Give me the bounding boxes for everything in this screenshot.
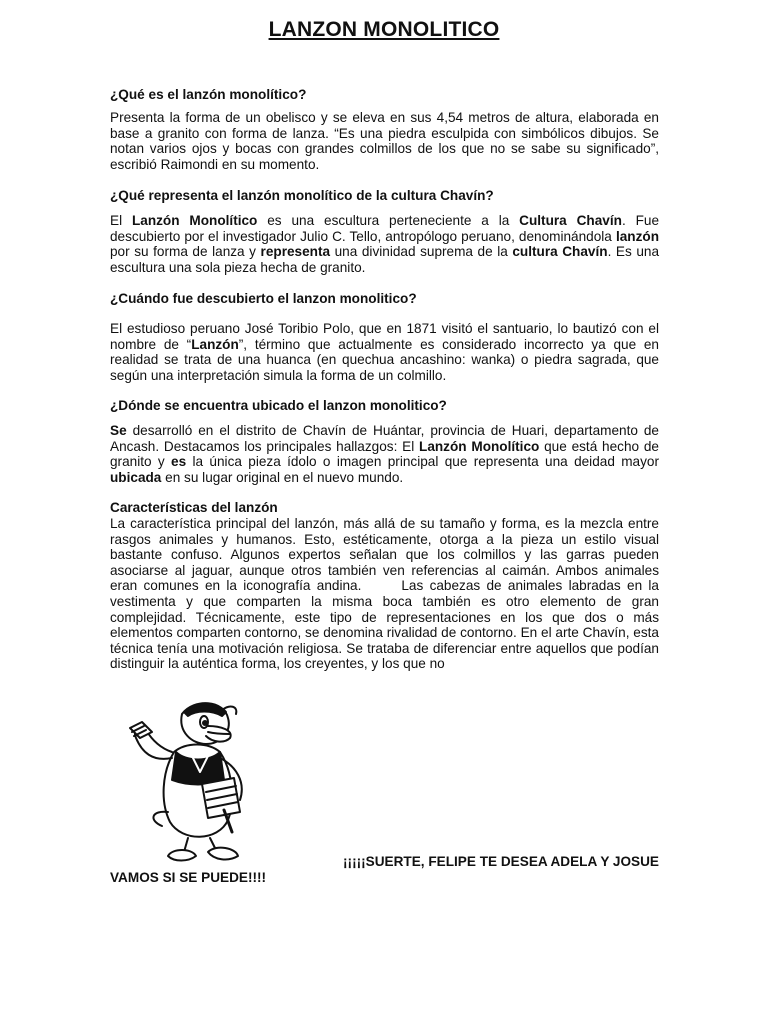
section-question: Características del lanzón	[110, 500, 278, 515]
section-que-es	[110, 87, 659, 103]
section-caracteristicas	[110, 500, 659, 672]
closing-cheer: VAMOS SI SE PUEDE!!!!	[110, 870, 267, 885]
section-cuando-body	[110, 321, 659, 383]
section-paragraph: El estudioso peruano José Toribio Polo, que en 1871 visitó el santuario, lo bautizó con el nombre de “Lanzón”, término que actualmente es considerado incorrecto ya que en realidad se trata de una huanca (en quechua ancashino: wanka) o piedra sagrada, que según una interpretación simula la forma de un colmillo.	[110, 321, 659, 383]
closing-message: ¡¡¡¡¡SUERTE, FELIPE TE DESEA ADELA Y JOSUE	[343, 854, 659, 869]
section-paragraph: La característica principal del lanzón, más allá de su tamaño y forma, es la mezcla entre rasgos animales y humanos. Esto, estéticamente, otorga a la pieza un estilo visual bastante confuso. Algunos expertos señalan que los colmillos y las garras pueden asociarse al jaguar, aunque otros también ven referencias al caimán. Ambos animales eran comunes en la iconografía andina. Las cabezas de animales labradas en la vestimenta y que comparten la misma boca también es otro elemento de gran complejidad. Técnicamente, este tipo de representaciones en los que dos o más elementos comparten contorno, se denomina rivalidad de contorno. En el arte Chavín, esta técnica tenía una motivación religiosa. Se trataba de diferenciar entre aquellos que podían distinguir la auténtica forma, los creyentes, y los que no	[110, 516, 659, 672]
section-donde	[110, 398, 659, 414]
section-question: ¿Qué es el lanzón monolítico?	[110, 87, 307, 102]
section-donde-body	[110, 423, 659, 485]
page-title: LANZON MONOLITICO	[268, 18, 500, 41]
section-que-es-body	[110, 110, 659, 172]
section-cuando	[110, 291, 659, 307]
section-que-representa	[110, 188, 659, 204]
section-question: ¿Cuándo fue descubierto el lanzon monolitico?	[110, 291, 417, 306]
section-question: ¿Qué representa el lanzón monolítico de la cultura Chavín?	[110, 188, 494, 203]
section-que-representa-body	[110, 213, 659, 275]
section-paragraph: Presenta la forma de un obelisco y se eleva en sus 4,54 metros de altura, elaborada en base a granito con forma de lanza. “Es una piedra esculpida con simbólicos dibujos. Se notan varios ojos y bocas con grandes colmillos de los que no se sabe su significado”, escribió Raimondi en su momento.	[110, 110, 659, 172]
section-paragraph: El Lanzón Monolítico es una escultura perteneciente a la Cultura Chavín. Fue descubierto por el investigador Julio C. Tello, antropólogo peruano, denominándola lanzón por su forma de lanza y representa una divinidad suprema de la cultura Chavín. Es una escultura una sola pieza hecha de granito.	[110, 213, 660, 275]
section-paragraph: Se desarrolló en el distrito de Chavín de Huántar, provincia de Huari, departamento de Ancash. Destacamos los principales hallazgos: El Lanzón Monolítico que está hecho de granito y es la única pieza ídolo o imagen principal que representa una deidad mayor ubicada en su lugar original en el nuevo mundo.	[110, 423, 659, 485]
section-question: ¿Dónde se encuentra ubicado el lanzon monolitico?	[110, 398, 447, 413]
cartoon-duck-with-books-icon	[112, 692, 290, 870]
